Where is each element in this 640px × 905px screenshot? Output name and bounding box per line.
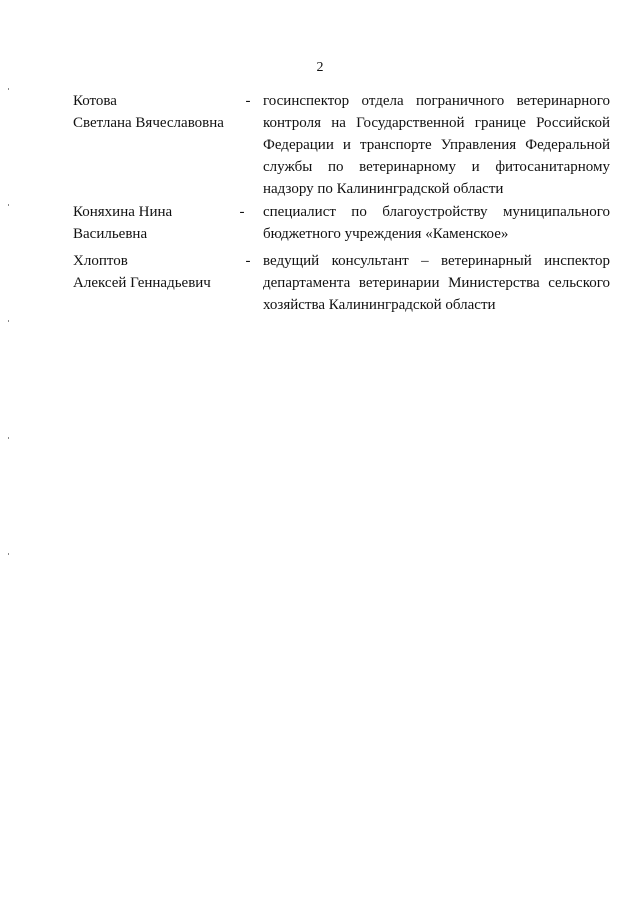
separator-dash: - — [245, 253, 251, 269]
member-given-names: Светлана Вячеславовна — [73, 115, 224, 131]
scan-margin-mark — [8, 88, 9, 90]
member-name — [73, 201, 243, 245]
member-entry-konyakhina — [73, 201, 613, 249]
member-given-names: Алексей Геннадьевич — [73, 275, 211, 291]
separator-dash: - — [239, 204, 245, 220]
scan-margin-mark — [8, 204, 9, 206]
member-surname: Хлоптов — [73, 253, 128, 269]
page-number: 2 — [316, 60, 324, 75]
member-surname: Коняхина Нина — [73, 204, 173, 220]
member-position: ведущий консультант – ветеринарный инспектор департамента ветеринарии Министерства сельского хозяйства Калининградской области — [263, 253, 610, 313]
member-entry-khloptov — [73, 250, 613, 320]
member-position: госинспектор отдела пограничного ветеринарного контроля на Государственной границе Российской Федерации и транспорте Управления Федеральной службы по ветеринарному и фитосанитарному надзору по Калининградской области — [263, 93, 610, 197]
member-name — [73, 90, 243, 134]
member-given-names: Васильевна — [73, 226, 148, 242]
member-position: специалист по благоустройству муниципального бюджетного учреждения «Каменское» — [263, 204, 610, 242]
member-surname: Котова — [73, 93, 117, 109]
member-entry-kotova — [73, 90, 613, 200]
scan-margin-mark — [8, 553, 9, 555]
separator-dash: - — [245, 93, 251, 109]
scan-margin-mark — [8, 437, 9, 439]
member-name — [73, 250, 243, 294]
scan-margin-mark — [8, 320, 9, 322]
